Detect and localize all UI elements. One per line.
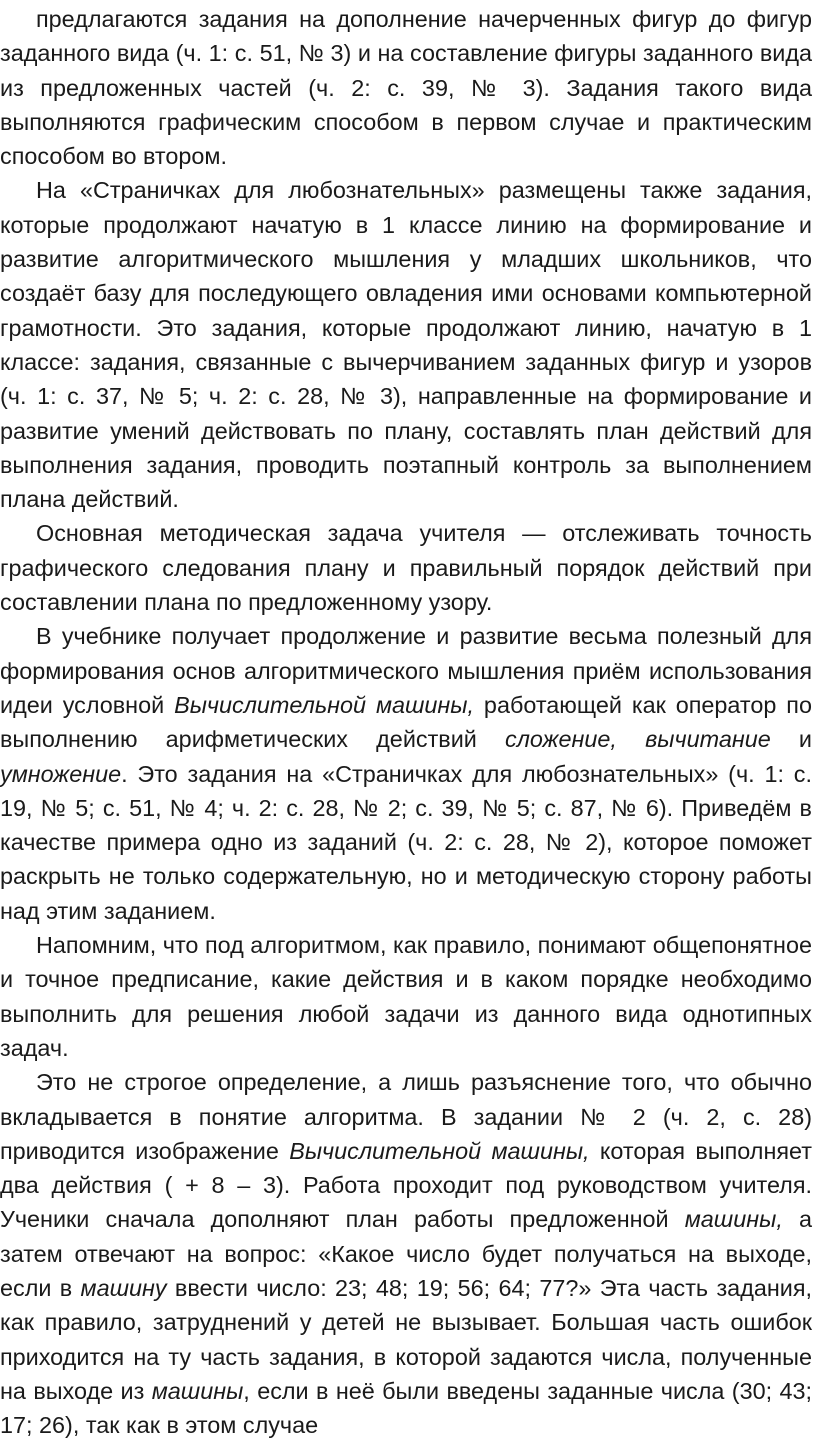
italic-text-run: Вычислительной машины, <box>174 691 475 718</box>
italic-text-run: умножение <box>0 760 122 787</box>
italic-text-run: машины <box>151 1377 244 1404</box>
paragraph-3 <box>0 516 812 619</box>
italic-text-run: сложение, вычитание <box>505 726 771 753</box>
text-run: и <box>770 726 812 753</box>
text-run: Основная методическая задача учителя — отслеживать точность графического следования плану и правильный порядок действий при составлении плана по предложенному узору. <box>0 520 812 616</box>
text-run: В учебнике получает продолжение и развитие весьма полезный для формирования основ алгоритмического мышления приём использования идеи условной <box>0 623 812 718</box>
text-run: предлагаются задания на дополнение начерченных фигур до фигур заданного вида (ч. 1: с. 51, № 3) и на составление фигуры заданного вида из предложенных частей (ч. 2: с. 39, № 3). Задания такого вида выполняются графическим способом в первом случае и практическим способом во втором. <box>0 6 812 170</box>
text-run: . Это задания на «Страничках для любознательных» (ч. 1: с. 19, № 5; с. 51, № 4; ч. 2: с. 28, № 2; с. 39, № 5; с. 87, № 6). Приведём в качестве примера одно из заданий (ч. 2: с. 28, № 2), которое поможет раскрыть не только содержательную, но и методическую сторону работы над этим заданием. <box>0 760 812 924</box>
paragraph-2 <box>0 173 812 516</box>
text-run: ввести число: 23; 48; 19; 56; 64; 77?» Эта часть задания, как правило, затруднений у детей не вызывает. Большая часть ошибок приходится на ту часть задания, в которой задаются числа, полученные на выходе из <box>0 1274 812 1404</box>
italic-text-run: машину <box>80 1274 167 1301</box>
text-run: Это не строгое определение, а лишь разъяснение того, что обычно вкладывается в понятие алгоритма. В задании № 2 (ч. 2, с. 28) приводится изображение <box>0 1069 812 1164</box>
text-run: Напомним, что под алгоритмом, как правило, понимают общепонятное и точное предписание, какие действия и в каком порядке необходимо выполнить для решения любой задачи из данного вида однотипных задач. <box>0 932 812 1061</box>
paragraph-5 <box>0 928 812 1065</box>
paragraph-4 <box>0 619 812 928</box>
text-run: работающей как оператор по выполнению арифметических действий <box>0 691 812 753</box>
italic-text-run: Вычислительной машины, <box>289 1137 590 1164</box>
paragraph-6 <box>0 1065 812 1442</box>
italic-text-run: машины, <box>684 1206 783 1233</box>
text-run: , если в неё были введены заданные числа (30; 43; 17; 26), так как в этом случае <box>0 1377 812 1439</box>
text-run: а затем отвечают на вопрос: «Какое число будет получаться на выходе, если в <box>0 1206 812 1301</box>
text-run: На «Страничках для любознательных» размещены также задания, которые продолжают начатую в 1 классе линию на формирование и развитие алгоритмического мышления у младших школьников, что создаёт базу для последующего овладения ими основами компьютерной грамотности. Это задания, которые продолжают линию, начатую в 1 классе: задания, связанные с вычерчиванием заданных фигур и узоров (ч. 1: с. 37, № 5; ч. 2: с. 28, № 3), направленные на формирование и развитие умений действовать по плану, составлять план действий для выполнения задания, проводить поэтапный контроль за выполнением плана действий. <box>0 177 812 513</box>
paragraph-1 <box>0 2 812 173</box>
text-run: которая выполняет два действия ( + 8 – 3). Работа проходит под руководством учителя. Ученики сначала дополняют план работы предложенной <box>0 1137 812 1233</box>
